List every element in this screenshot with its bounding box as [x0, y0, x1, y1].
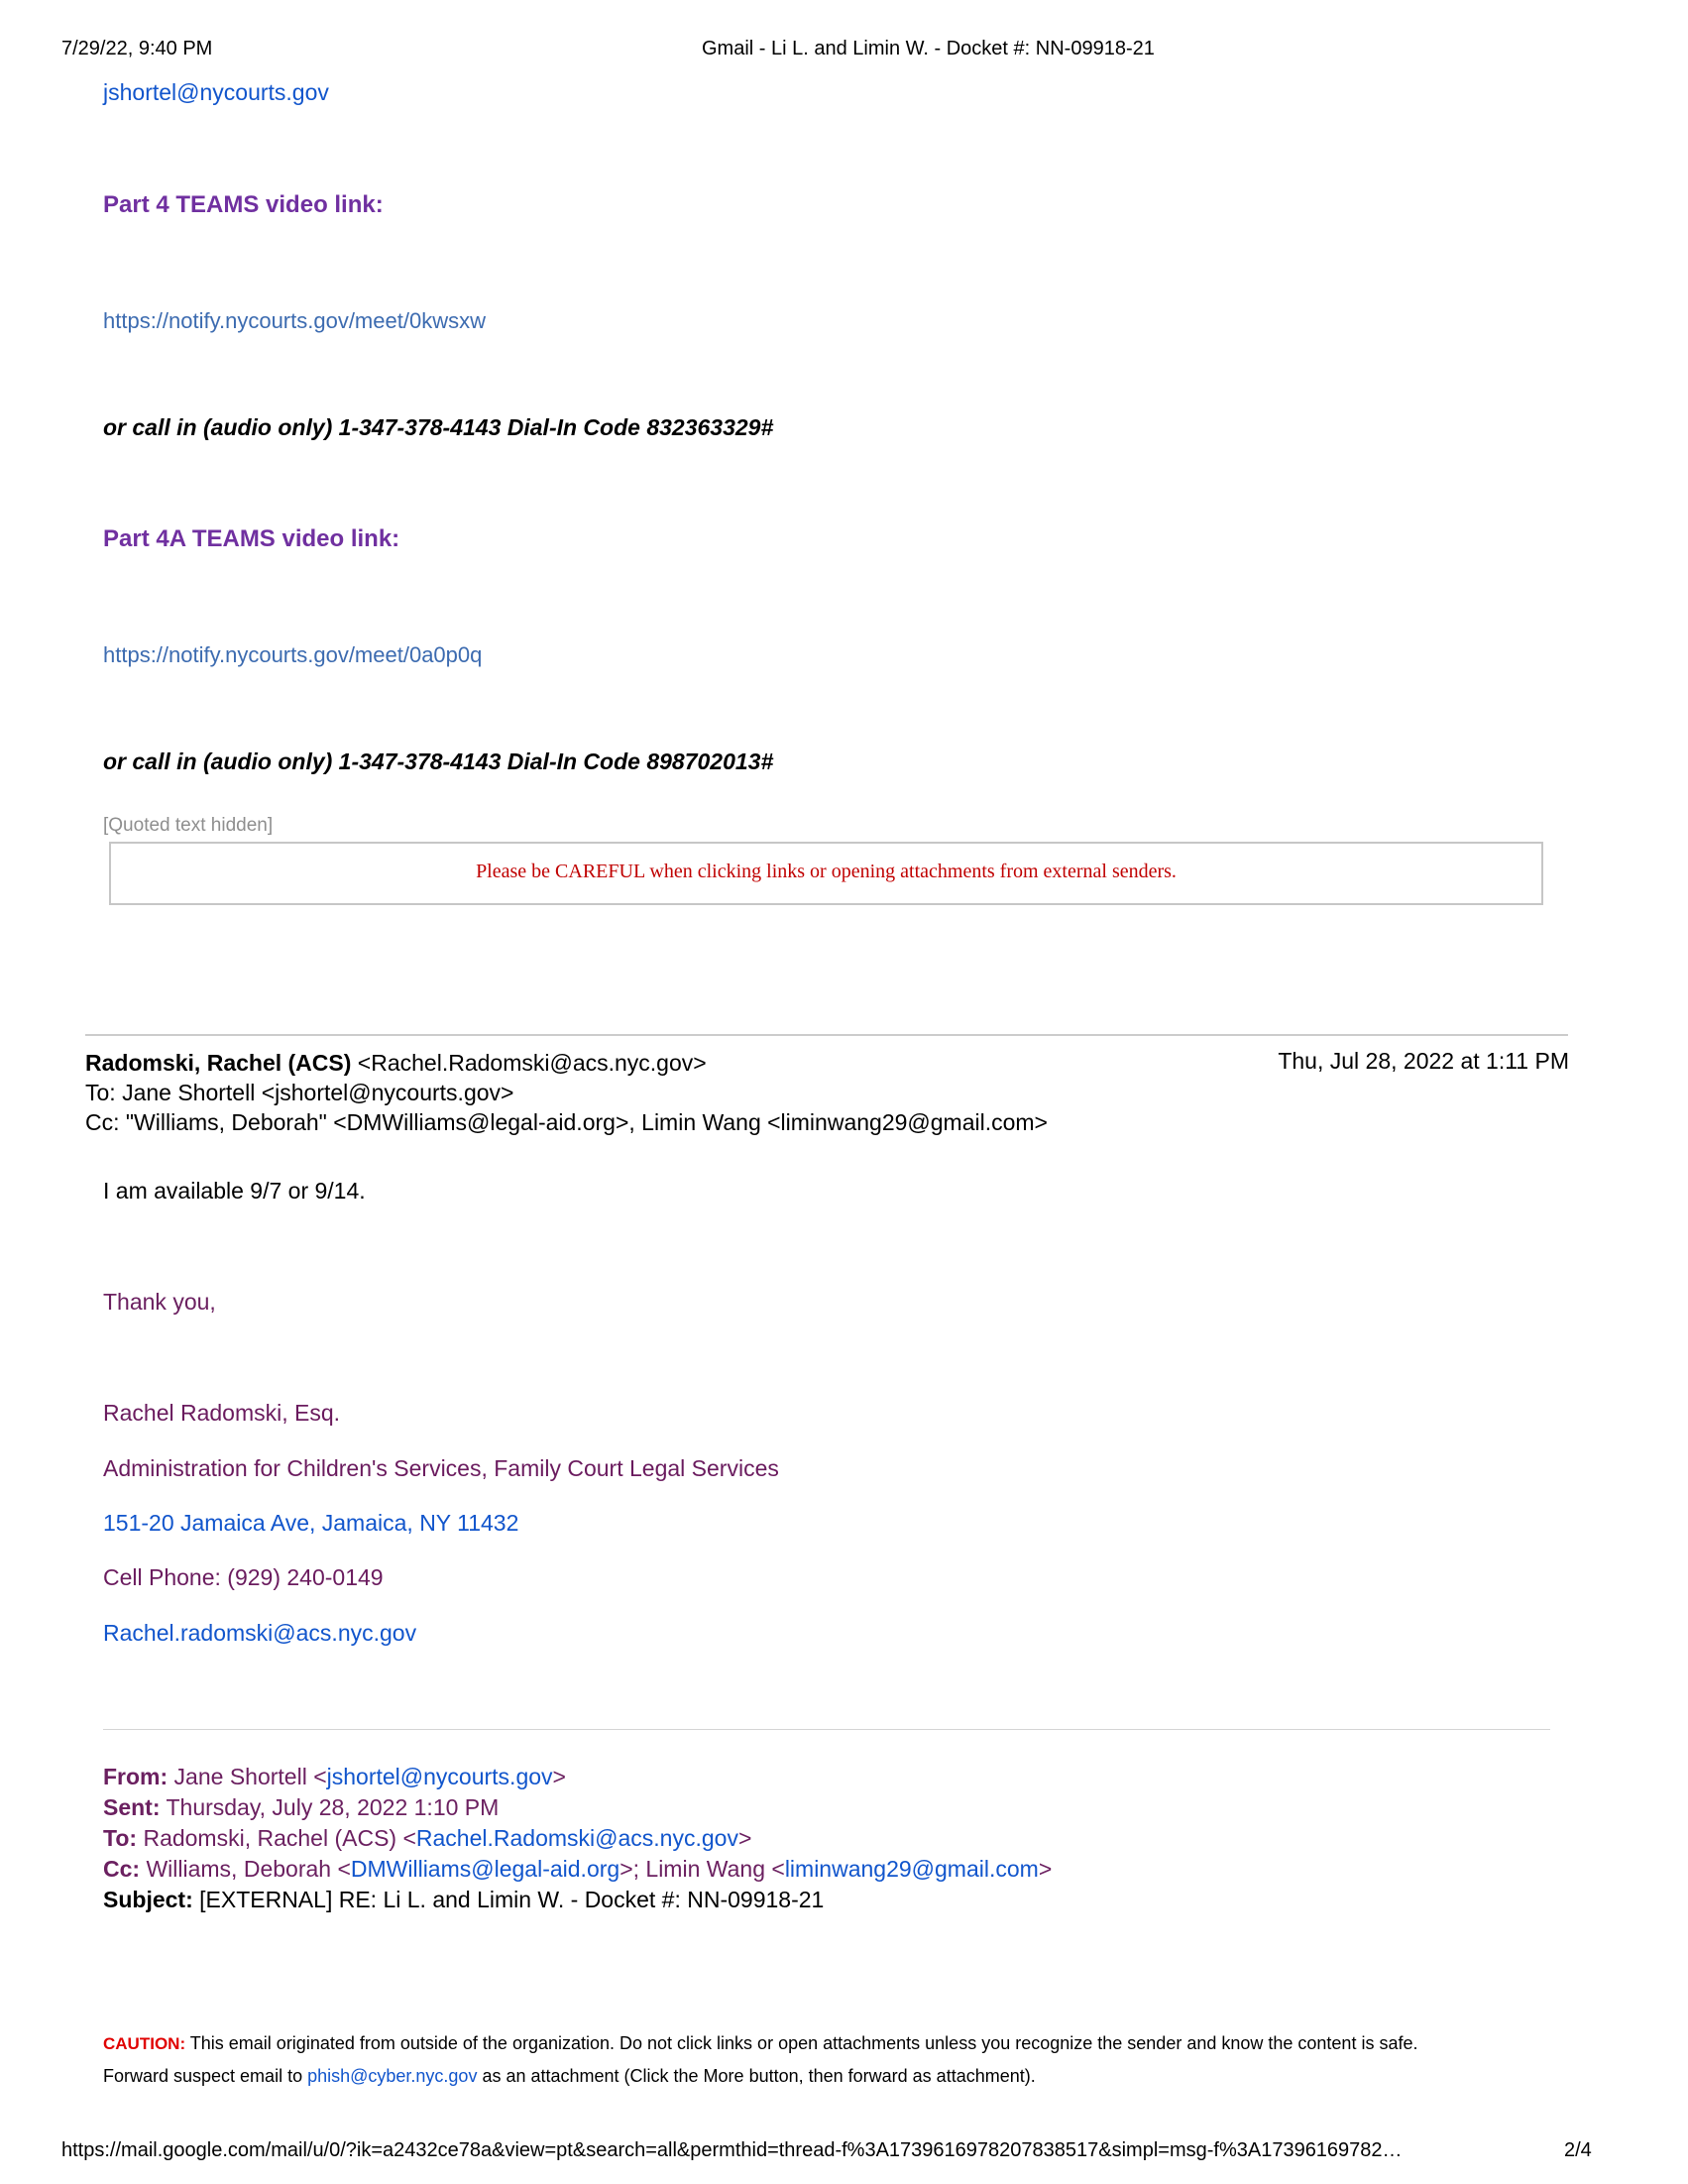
part4a-dialin-text: or call in (audio only) 1-347-378-4143 Dial-In Code 898702013#: [103, 748, 774, 774]
forwarded-from-email-link[interactable]: jshortel@nycourts.gov: [326, 1764, 553, 1789]
forwarded-sent-value: Thursday, July 28, 2022 1:10 PM: [160, 1794, 500, 1820]
forwarded-from-label: From:: [103, 1764, 169, 1789]
caution-footer: [103, 2027, 1550, 2093]
part4-dialin-text: or call in (audio only) 1-347-378-4143 Dial-In Code 832363329#: [103, 414, 774, 440]
forwarded-to-name: Radomski, Rachel (ACS) <: [137, 1825, 416, 1851]
forwarded-divider: [103, 1729, 1550, 1730]
signature-organization: Administration for Children's Services, Family Court Legal Services: [103, 1455, 779, 1481]
phish-report-email-link[interactable]: phish@cyber.nyc.gov: [307, 2066, 478, 2086]
caution-label: CAUTION:: [103, 2034, 186, 2053]
forwarded-from-close: >: [552, 1764, 566, 1789]
quoted-text-hidden-toggle[interactable]: [Quoted text hidden]: [103, 815, 274, 836]
part4-teams-url-link[interactable]: https://notify.nycourts.gov/meet/0kwsxw: [103, 308, 486, 333]
forwarded-from-row: [103, 1762, 1052, 1792]
message-cc-row: Cc: "Williams, Deborah" <DMWilliams@legal-aid.org>, Limin Wang <liminwang29@gmail.com>: [85, 1109, 1048, 1135]
forwarded-cc-label: Cc:: [103, 1856, 141, 1882]
print-header: [0, 38, 1688, 61]
forwarded-cc-name-1: Williams, Deborah <: [140, 1856, 351, 1882]
message-to-row: To: Jane Shortell <jshortel@nycourts.gov>: [85, 1080, 514, 1105]
print-footer-page-number: 2/4: [1564, 2139, 1592, 2161]
forwarded-from-name: Jane Shortell <: [168, 1764, 327, 1789]
signature-address-link[interactable]: 151-20 Jamaica Ave, Jamaica, NY 11432: [103, 1510, 519, 1536]
external-sender-warning-text: Please be CAREFUL when clicking links or opening attachments from external senders.: [476, 861, 1177, 882]
forwarded-to-close: >: [737, 1825, 752, 1851]
quoted-sender-email-link[interactable]: jshortel@nycourts.gov: [103, 79, 329, 105]
signature-name: Rachel Radomski, Esq.: [103, 1400, 341, 1426]
forwarded-sent-row: [103, 1792, 1052, 1823]
forwarded-cc-email-link-1[interactable]: DMWilliams@legal-aid.org: [350, 1856, 620, 1882]
forwarded-subject-value: [EXTERNAL] RE: Li L. and Limin W. - Docket #: NN-09918-21: [192, 1887, 825, 1912]
signature-email-link[interactable]: Rachel.radomski@acs.nyc.gov: [103, 1620, 417, 1646]
forwarded-cc-close: >: [1038, 1856, 1053, 1882]
forwarded-cc-row: [103, 1854, 1052, 1885]
caution-footer-line-2: [103, 2060, 1550, 2093]
forwarded-cc-email-link-2[interactable]: liminwang29@gmail.com: [784, 1856, 1039, 1882]
caution-footer-text-1: This email originated from outside of the organization. Do not click links or open attachments unless you recognize the sender and know the content is safe.: [185, 2033, 1418, 2053]
forwarded-to-row: [103, 1823, 1052, 1854]
caution-footer-line-1: [103, 2027, 1550, 2060]
forwarded-subject-label: Subject:: [103, 1887, 193, 1912]
print-header-date: 7/29/22, 9:40 PM: [61, 38, 213, 59]
caution-footer-text-2-post: as an attachment (Click the More button, then forward as attachment).: [477, 2066, 1036, 2086]
part4a-teams-url-link[interactable]: https://notify.nycourts.gov/meet/0a0p0q: [103, 642, 483, 667]
forwarded-to-label: To:: [103, 1825, 138, 1851]
message-header: [85, 1048, 1048, 1137]
external-sender-warning-box: [109, 842, 1543, 905]
message-sender-row: [85, 1048, 1048, 1078]
forwarded-sent-label: Sent:: [103, 1794, 161, 1820]
print-footer-url: https://mail.google.com/mail/u/0/?ik=a2432ce78a&view=pt&search=all&permthid=thread-f%3A1739616978207838517&simpl=msg-f%3A17396169782…: [61, 2139, 1403, 2161]
part4-heading: Part 4 TEAMS video link:: [103, 191, 384, 218]
forwarded-subject-row: [103, 1885, 1052, 1915]
forwarded-cc-separator: >; Limin Wang <: [619, 1856, 785, 1882]
message-closing: Thank you,: [103, 1289, 216, 1315]
message-body-text: I am available 9/7 or 9/14.: [103, 1178, 366, 1204]
caution-footer-text-2-pre: Forward suspect email to: [103, 2066, 308, 2086]
part4a-heading: Part 4A TEAMS video link:: [103, 525, 400, 552]
forwarded-to-email-link[interactable]: Rachel.Radomski@acs.nyc.gov: [415, 1825, 738, 1851]
message-sender-name: Radomski, Rachel (ACS): [85, 1050, 352, 1076]
message-sender-address: <Rachel.Radomski@acs.nyc.gov>: [351, 1050, 707, 1076]
print-header-title: Gmail - Li L. and Limin W. - Docket #: NN-09918-21: [702, 38, 1155, 59]
forwarded-header-block: [103, 1762, 1052, 1915]
message-date: Thu, Jul 28, 2022 at 1:11 PM: [1278, 1048, 1569, 1074]
message-divider: [85, 1034, 1568, 1036]
signature-phone: Cell Phone: (929) 240-0149: [103, 1564, 384, 1590]
